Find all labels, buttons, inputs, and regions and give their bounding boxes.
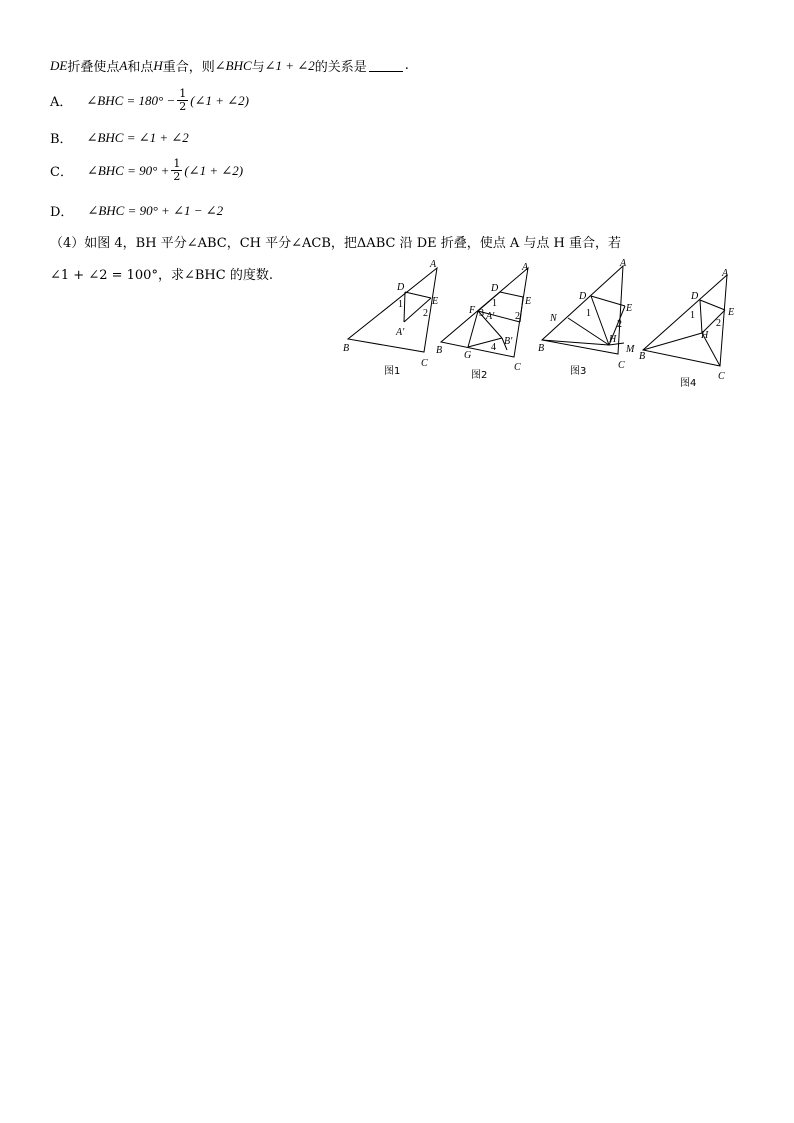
intro-text-d: 重合，则 [162, 60, 215, 75]
fig4-label-1: 1 [690, 310, 695, 321]
fig1-label-a: A [430, 259, 437, 270]
fig3-label-1: 1 [586, 308, 591, 319]
intro-text-b: 折叠使点 [67, 60, 120, 75]
intro-text-f: 的关系是 [314, 60, 367, 75]
part4-text-1: （4）如图 4，BH 平分∠ABC，CH 平分∠ACB，把ΔABC 沿 DE 折叠，使点 A 与点 H 重合，若 [50, 236, 621, 251]
segment-de: DE [50, 57, 68, 73]
fig1-label-e: E [432, 296, 439, 307]
option-expression: ∠BHC = 90° + [86, 162, 170, 178]
fig4-label-h: H [701, 330, 709, 341]
fig2-label-3: 3 [479, 308, 484, 319]
fraction-denominator: 2 [179, 100, 187, 113]
intro-text-c: 和点 [127, 60, 154, 75]
fig2-label-e: E [525, 296, 532, 307]
fig2-label-d: D [491, 283, 499, 294]
fig2-label-1: 1 [492, 298, 497, 309]
fig3-label-a: A [620, 258, 627, 269]
fig2-caption: 图2 [471, 370, 488, 381]
fig2-label-a: A [522, 262, 529, 273]
fig4-label-a: A [722, 268, 729, 279]
fig3-caption: 图3 [570, 366, 587, 377]
option-label: C． [50, 165, 73, 180]
fig1-caption: 图1 [384, 366, 401, 377]
option-label: A． [50, 95, 73, 110]
fig4-label-2: 2 [716, 318, 721, 329]
fig2-label-4: 4 [491, 342, 496, 353]
option-expression: ∠BHC = 180° − [86, 92, 176, 108]
fig1-label-b: B [343, 343, 350, 354]
fig2-label-b-prime: B′ [504, 336, 513, 347]
option-expression-tail: (∠1 + ∠2) [190, 92, 249, 108]
fig4-label-c: C [718, 371, 725, 382]
fig1-label-a-prime: A′ [396, 327, 405, 338]
point-h: H [153, 57, 163, 73]
fig3-label-h: H [609, 334, 617, 345]
fig2-label-g: G [464, 350, 472, 361]
fraction-numerator: 1 [179, 87, 187, 100]
fig1-label-c: C [421, 358, 428, 369]
intro-text-e: 与 [251, 60, 265, 75]
fig1-label-2: 2 [423, 308, 428, 319]
option-expression: ∠BHC = ∠1 + ∠2 [86, 129, 189, 145]
fig4-caption: 图4 [680, 378, 697, 389]
fig3-label-c: C [618, 360, 625, 371]
fig3-label-m: M [626, 344, 635, 355]
fig3-label-2: 2 [617, 319, 622, 330]
figures-diagram [0, 0, 794, 400]
fraction-numerator: 1 [173, 157, 181, 170]
figure-4 [643, 275, 727, 366]
point-a: A [119, 57, 128, 73]
part4-text-2: ∠1 + ∠2 = 100°，求∠BHC 的度数. [50, 268, 273, 283]
angle-bhc: ∠BHC [214, 57, 252, 73]
fig2-label-b: B [436, 345, 443, 356]
option-expression: ∠BHC = 90° + ∠1 − ∠2 [87, 202, 224, 218]
angle-sum: ∠1 + ∠2 [264, 57, 315, 73]
fig3-label-e: E [626, 303, 633, 314]
fraction-denominator: 2 [173, 170, 181, 183]
fig4-label-d: D [691, 291, 699, 302]
option-expression-tail: (∠1 + ∠2) [184, 162, 244, 178]
option-label: D． [50, 205, 74, 220]
fig2-label-2: 2 [515, 311, 520, 322]
option-label: B． [50, 132, 73, 147]
fig4-label-e: E [728, 307, 735, 318]
fig3-label-n: N [550, 313, 557, 324]
fig4-label-b: B [639, 351, 646, 362]
fig3-label-d: D [579, 291, 587, 302]
fig2-label-f: F [469, 305, 476, 316]
fig2-label-a-prime: A′ [486, 311, 495, 322]
fig1-label-d: D [397, 282, 405, 293]
fig1-label-1: 1 [398, 299, 403, 310]
fig2-label-c: C [514, 362, 521, 373]
fig3-label-b: B [538, 343, 545, 354]
end-mark: . [404, 58, 409, 73]
